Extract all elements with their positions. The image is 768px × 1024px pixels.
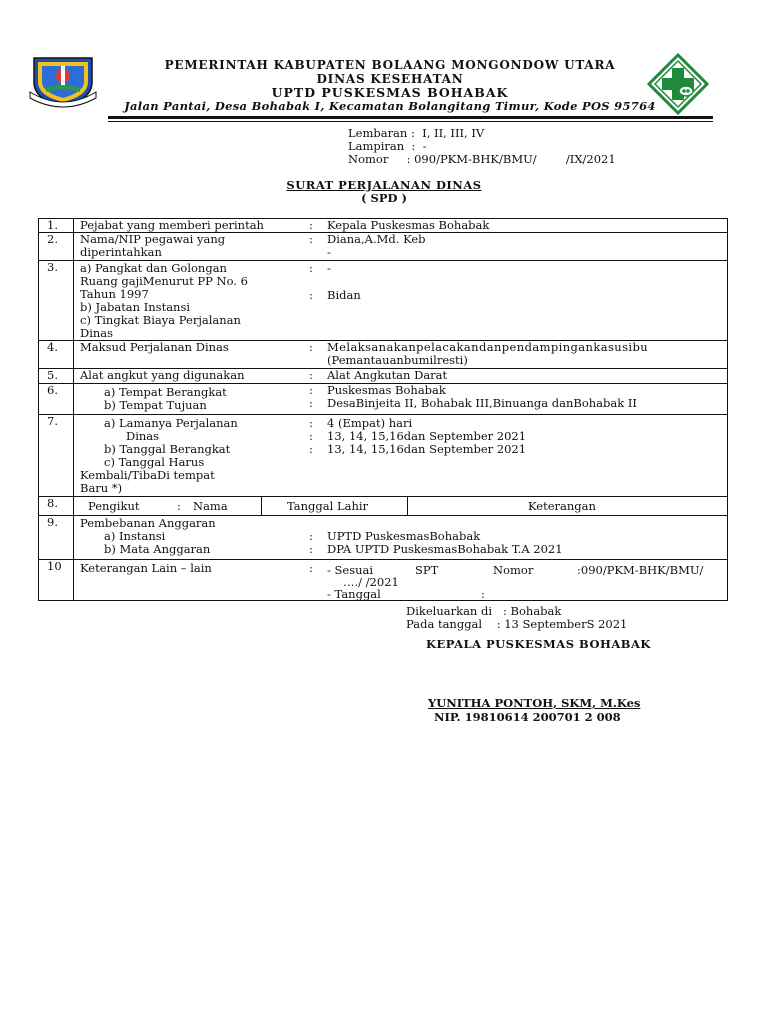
row-value-line: UPTD PuskesmasBohabak [327, 529, 481, 543]
row-value: Alat Angkutan Darat [327, 368, 448, 382]
row-label-line: Nama/NIP pegawai yang [80, 232, 226, 246]
row-label-line: Pembebanan Anggaran [80, 516, 216, 530]
table-row [39, 497, 727, 516]
row-separator: : [309, 288, 313, 302]
row-value [327, 530, 723, 556]
row-label: Pejabat yang memberi perintah [80, 218, 264, 232]
ref-nomor: Nomor : 090/PKM-BHK/BMU/ /IX/2021 [348, 152, 616, 166]
row-separator-line: : [309, 429, 313, 443]
letterhead-rule-thin [108, 121, 713, 122]
keterangan-nomor: Nomor [493, 563, 534, 577]
row-value: - [327, 261, 331, 275]
row-number: 2. [39, 233, 74, 260]
row-number: 1. [39, 219, 74, 232]
row-separator-line: : [309, 383, 313, 397]
row-separator: : [309, 232, 313, 246]
keterangan-tanggal: - Tanggal [327, 587, 381, 601]
row-label [80, 233, 310, 259]
signer-position: KEPALA PUSKESMAS BOHABAK [426, 637, 651, 651]
row-value [327, 384, 723, 410]
row-label [80, 262, 310, 340]
row-label-line: Dinas [126, 429, 160, 443]
row-label [80, 383, 334, 412]
table-row [39, 384, 727, 415]
row-value-line: Puskesmas Bohabak [327, 383, 446, 397]
row-label-line: Baru *) [80, 481, 123, 495]
row-separator: : [309, 340, 313, 354]
row-separator: : [309, 368, 313, 382]
pengikut-nama-header: Nama [193, 499, 228, 513]
signer-nip: NIP. 19810614 200701 2 008 [434, 710, 621, 724]
row-label-line: a) Lamanya Perjalanan [104, 416, 238, 430]
row-value-line: Melaksanakanpelacakandanpendampingankasusibu [327, 340, 649, 354]
row-number: 10 [39, 560, 74, 600]
row-separator [309, 384, 319, 410]
row-label-line: b) Jabatan Instansi [80, 300, 191, 314]
row-label [80, 517, 310, 556]
pengikut-tanggal-header: Tanggal Lahir [287, 499, 369, 513]
ref-lampiran: Lampiran : - [348, 139, 427, 153]
keterangan-tanggal-sep: : [481, 587, 485, 601]
row-separator-line: : [309, 396, 313, 410]
row-label: Keterangan Lain – lain [80, 561, 212, 575]
spd-table [38, 218, 728, 601]
row-label-line: c) Tingkat Biaya Perjalanan [80, 313, 241, 327]
keterangan-nomor-cont: …./ /2021 [343, 575, 399, 589]
row-value [327, 341, 723, 367]
row-number: 6. [39, 384, 74, 414]
row-label-line: a) Instansi [104, 529, 166, 543]
row-separator: : [309, 561, 313, 575]
row-value: Kepala Puskesmas Bohabak [327, 218, 490, 232]
row-separator [309, 530, 319, 556]
issued-date: Pada tanggal : 13 SeptemberS 2021 [406, 617, 628, 631]
row-value [327, 417, 723, 456]
row-value: Bidan [327, 288, 361, 302]
pengikut-label: Pengikut [88, 499, 140, 513]
signer-name: YUNITHA PONTOH, SKM, M.Kes [428, 696, 641, 710]
letterhead-department: DINAS KESEHATAN [316, 72, 464, 86]
row-value [327, 233, 723, 259]
table-row [39, 415, 727, 497]
row-label [80, 417, 310, 495]
row-number: 4. [39, 341, 74, 368]
row-number: 3. [39, 261, 74, 340]
row-separator: : [309, 261, 313, 275]
row-label-line: c) Tanggal Harus [104, 455, 205, 469]
table-row [39, 560, 727, 600]
row-number: 9. [39, 516, 74, 559]
pengikut-keterangan-header: Keterangan [528, 499, 596, 513]
issued-at: Dikeluarkan di : Bohabak [406, 604, 562, 618]
letterhead-unit: UPTD PUSKESMAS BOHABAK [271, 85, 509, 100]
table-row [39, 233, 727, 261]
row-separator-line: : [309, 442, 313, 456]
row-label: Alat angkut yang digunakan [80, 368, 245, 382]
row-label-line: a) Tempat Berangkat [104, 385, 227, 399]
document-subtitle: ( SPD ) [361, 191, 407, 205]
table-row [39, 219, 727, 233]
row-value-line: - [327, 245, 331, 259]
row-value-line: DesaBinjeita II, Bohabak III,Binuanga danBohabak II [327, 396, 637, 410]
row-separator-line: : [309, 416, 313, 430]
row-label-line: Kembali/TibaDi tempat [80, 468, 215, 482]
table-row [39, 341, 727, 369]
letterhead-address: Jalan Pantai, Desa Bohabak I, Kecamatan Bolangitang Timur, Kode POS 95764 [124, 99, 656, 113]
row-value-line: 4 (Empat) hari [327, 416, 413, 430]
row-label-line: Dinas [80, 326, 114, 340]
table-row [39, 369, 727, 384]
row-label-line: diperintahkan [80, 245, 162, 259]
row-label-line: b) Tanggal Berangkat [104, 442, 231, 456]
row-label-line: Tahun 1997 [80, 287, 149, 301]
row-label-line: a) Pangkat dan Golongan [80, 261, 227, 275]
letterhead-rule-thick [108, 116, 713, 119]
row-value-line: DPA UPTD PuskesmasBohabak T.A 2021 [327, 542, 563, 556]
row-label-line: b) Mata Anggaran [104, 542, 211, 556]
row-separator [309, 417, 319, 456]
letterhead-government: PEMERINTAH KABUPATEN BOLAANG MONGONDOW UTARA [164, 58, 616, 72]
row-value-line: (Pemantauanbumilresti) [327, 353, 468, 367]
row-number: 8. [39, 497, 74, 515]
keterangan-sesuai: - Sesuai [327, 563, 374, 577]
ref-lembaran: Lembaran : I, II, III, IV [348, 126, 485, 140]
row-separator-line: : [309, 529, 313, 543]
row-value-line: 13, 14, 15,16dan September 2021 [327, 442, 527, 456]
keterangan-spt: SPT [415, 563, 439, 577]
row-value-line: Diana,A.Md. Keb [327, 232, 426, 246]
row-separator-line: : [309, 542, 313, 556]
row-number: 5. [39, 369, 74, 383]
column-divider [261, 497, 262, 515]
row-number: 7. [39, 415, 74, 496]
column-divider [407, 497, 408, 515]
keterangan-nomor-value: :090/PKM-BHK/BMU/ [577, 563, 704, 577]
table-row [39, 261, 727, 341]
document-title: SURAT PERJALANAN DINAS [286, 178, 482, 192]
row-separator: : [309, 218, 313, 232]
pengikut-separator: : [177, 499, 181, 513]
row-value-line: 13, 14, 15,16dan September 2021 [327, 429, 527, 443]
row-label-line: Ruang gajiMenurut PP No. 6 [80, 274, 248, 288]
regency-emblem-icon [28, 52, 98, 108]
row-label-line: b) Tempat Tujuan [104, 398, 207, 412]
table-row [39, 516, 727, 560]
row-label: Maksud Perjalanan Dinas [80, 340, 229, 354]
